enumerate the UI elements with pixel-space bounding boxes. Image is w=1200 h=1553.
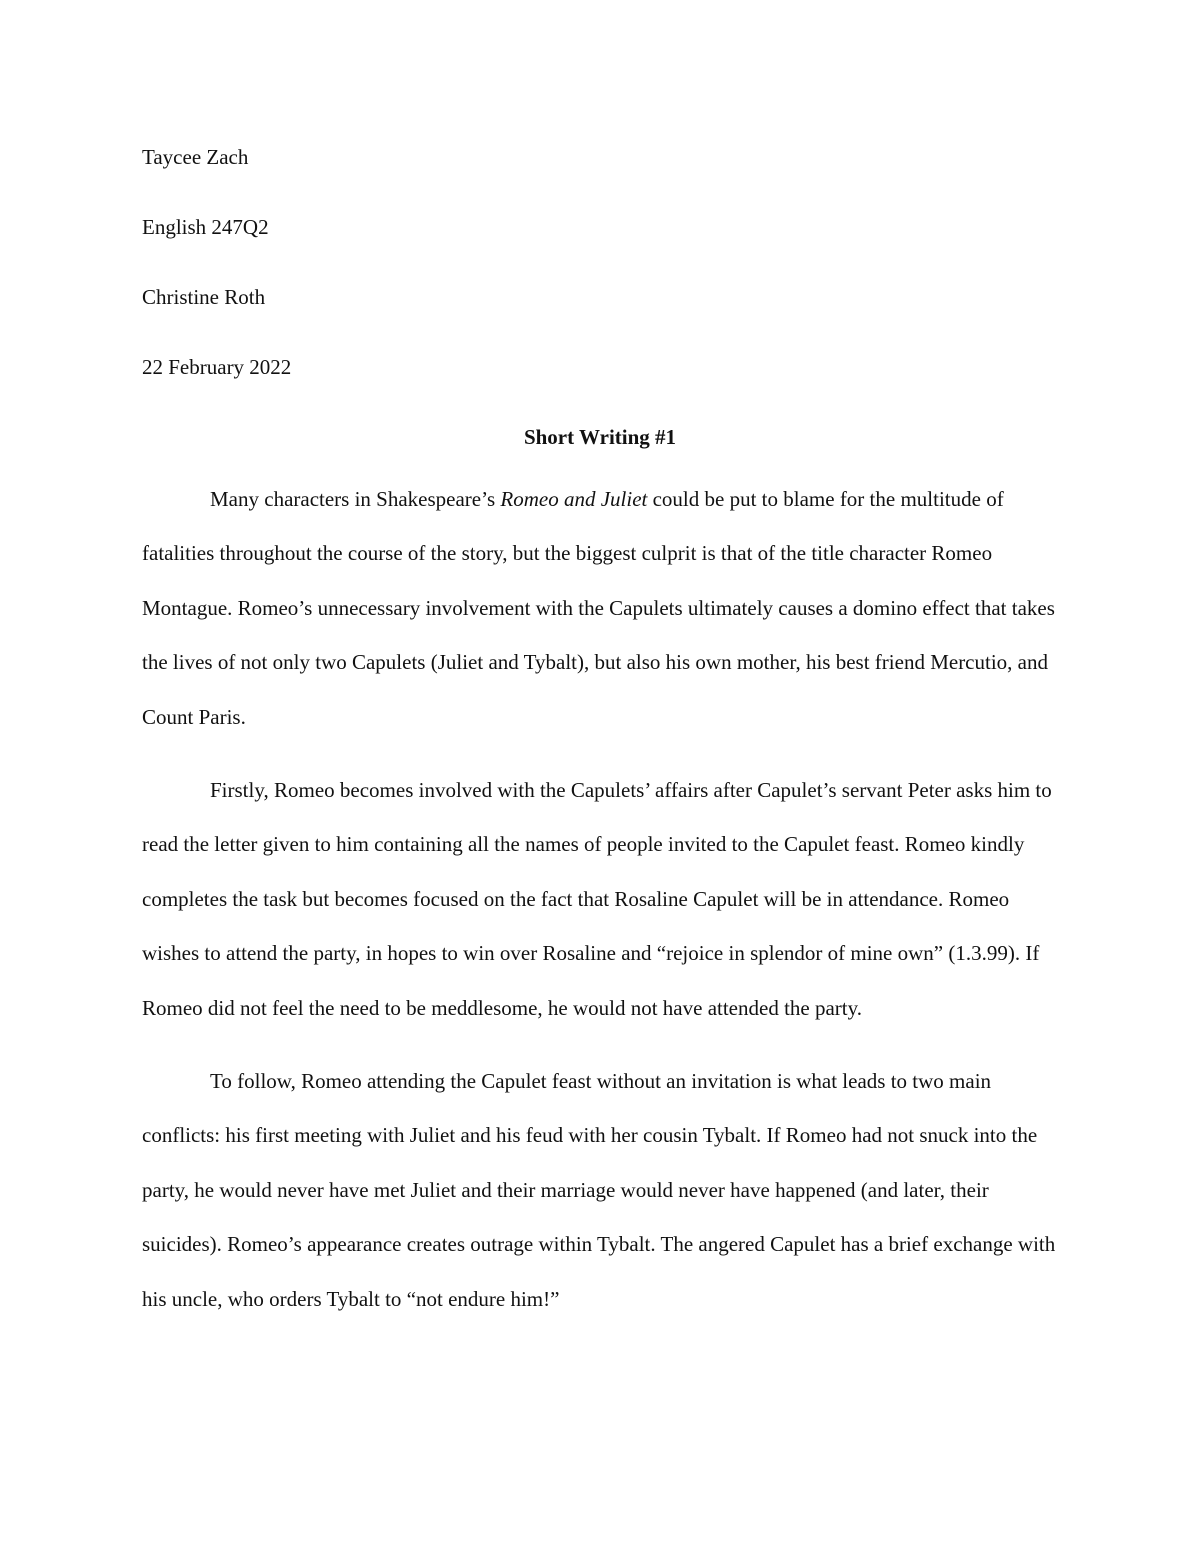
paragraph-intro-lead: Many characters in Shakespeare’s: [210, 487, 501, 511]
instructor-name: Christine Roth: [142, 285, 266, 309]
paragraph-firstly: Firstly, Romeo becomes involved with the Capulets’ affairs after Capulet’s servant Peter asks him to read the letter given to him containing all the names of people invited to the Capulet feast. Romeo kindly completes the task but becomes focused on the fact that Rosaline Capulet will be in attendance. Romeo wishes to attend the party, in hopes to win over Rosaline and “rejoice in splendor of mine own” (1.3.99). If Romeo did not feel the need to be meddlesome, he would not have attended the party.: [142, 778, 1052, 1020]
paragraph-intro: [142, 472, 1058, 744]
author-name: Taycee Zach: [142, 145, 249, 169]
document-title: Short Writing #1: [523, 425, 677, 449]
course-name: English 247Q2: [142, 215, 269, 239]
paragraph-to-follow: To follow, Romeo attending the Capulet feast without an invitation is what leads to two main conflicts: his first meeting with Juliet and his feud with her cousin Tybalt. If Romeo had not snuck into the party, he would never have met Juliet and their marriage would never have happened (and later, their suicides). Romeo’s appearance creates outrage within Tybalt. The angered Capulet has a brief exchange with his uncle, who orders Tybalt to “not endure him!”: [142, 1069, 1056, 1311]
document-body: [142, 140, 1058, 1345]
paragraph-intro-rest: could be put to blame for the multitude of fatalities throughout the course of the story, but the biggest culprit is that of the title character Romeo Montague. Romeo’s unnecessary involvement with the Capulets ultimately causes a domino effect that takes the lives of not only two Capulets (Juliet and Tybalt), but also his own mother, his best friend Mercutio, and Count Paris.: [142, 487, 1055, 729]
document-date: 22 February 2022: [142, 355, 292, 379]
play-title: Romeo and Juliet: [500, 487, 648, 511]
